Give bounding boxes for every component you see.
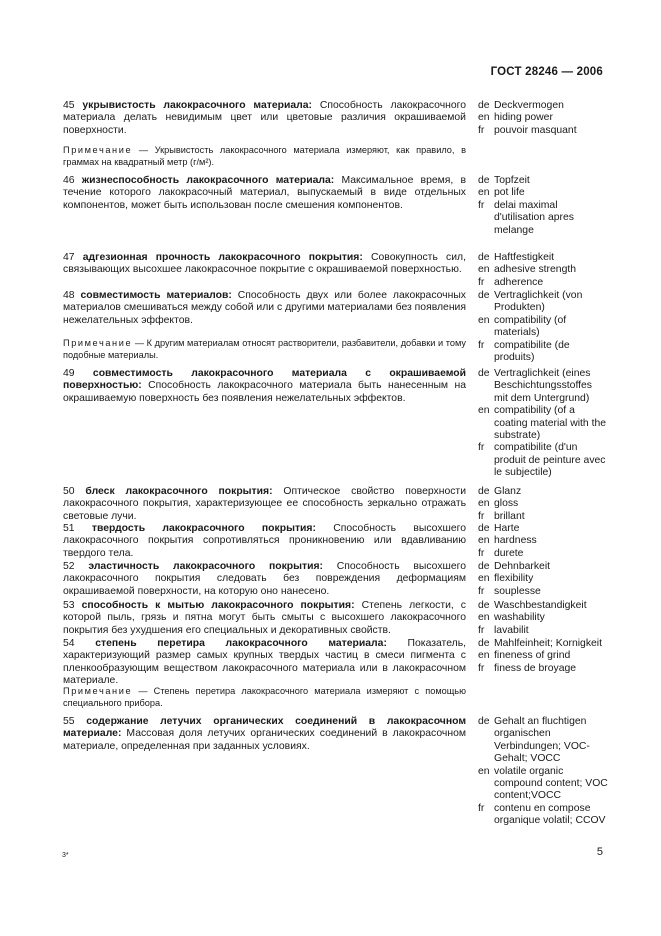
page-number: 5 bbox=[596, 846, 603, 858]
term-number: 54 bbox=[63, 638, 75, 649]
translated-term: Gehalt an fluchtigen organischen Verbindungen; VOC-Gehalt; VOCC bbox=[494, 716, 590, 765]
language-code: fr bbox=[478, 442, 485, 454]
language-code: en bbox=[478, 187, 490, 199]
language-code: de bbox=[478, 486, 490, 497]
translation-block bbox=[478, 638, 608, 675]
term-number: 48 bbox=[63, 290, 75, 301]
language-code: en bbox=[478, 264, 490, 276]
translated-term: compatibility (of materials) bbox=[494, 314, 567, 339]
translation-line bbox=[478, 252, 608, 264]
term-number: 51 bbox=[63, 523, 75, 534]
translation-line bbox=[478, 340, 608, 365]
term-entry bbox=[63, 100, 466, 137]
term-title: способность к мытью лакокрасочного покрытия: bbox=[81, 600, 355, 611]
translation-line bbox=[478, 290, 608, 315]
footer-mark: 3* bbox=[62, 852, 69, 859]
translation-block bbox=[478, 561, 608, 598]
translated-term: hardness bbox=[494, 535, 537, 547]
translation-block bbox=[478, 100, 608, 137]
term-entry bbox=[63, 638, 466, 688]
translated-term: compatibilite (d'un produit de peinture avec le subjectile) bbox=[494, 442, 606, 479]
language-code: de bbox=[478, 100, 490, 111]
translated-term: gloss bbox=[494, 498, 519, 510]
translation-line bbox=[478, 277, 608, 289]
translated-term: washability bbox=[494, 612, 545, 624]
translation-block bbox=[478, 523, 608, 560]
language-code: en bbox=[478, 405, 490, 417]
translation-line bbox=[478, 600, 608, 612]
translated-term: lavabilit bbox=[494, 624, 529, 636]
term-entry bbox=[63, 561, 466, 598]
note-text: — Укрывистость лакокрасочного материала измеряют, как правило, в граммах на квадратный метр (г/м²). bbox=[63, 145, 466, 167]
translation-line bbox=[478, 498, 608, 510]
translation-line bbox=[478, 442, 608, 479]
translated-term: Vertraglichkeit (eines Beschichtungsstoffes mit dem Untergrund) bbox=[494, 368, 593, 404]
translation-line bbox=[478, 663, 608, 675]
translation-block bbox=[478, 716, 608, 828]
note-text: — Степень перетира лакокрасочного материала измеряют с помощью специального прибора. bbox=[63, 686, 466, 708]
term-note bbox=[63, 145, 466, 168]
note-label: Примечание bbox=[63, 145, 133, 155]
term-definition: Способность лакокрасочного материала делать невидимым цвет или цветовые различия окрашиваемой поверхности. bbox=[63, 100, 467, 136]
term-number: 45 bbox=[63, 100, 75, 111]
translated-term: flexibility bbox=[494, 573, 534, 585]
language-code: en bbox=[478, 612, 490, 624]
translated-term: Glanz bbox=[494, 486, 522, 497]
translation-line bbox=[478, 573, 608, 585]
term-number: 46 bbox=[63, 175, 75, 186]
term-definition: Способность двух или более лакокрасочных материалов смешиваться между собой или с другими материалами без появления нежелательных эффектов. bbox=[63, 290, 466, 326]
translation-line bbox=[478, 511, 608, 523]
translation-line bbox=[478, 175, 608, 187]
translation-line bbox=[478, 638, 608, 650]
translation-line bbox=[478, 100, 608, 112]
translation-line bbox=[478, 625, 608, 637]
language-code: fr bbox=[478, 276, 485, 288]
term-title: содержание летучих органических соединений в лакокрасочном материале: bbox=[63, 716, 467, 740]
translation-block bbox=[478, 175, 608, 237]
language-code: en bbox=[478, 112, 490, 124]
term-number: 55 bbox=[63, 716, 75, 727]
term-entry bbox=[63, 290, 466, 327]
term-title: жизнеспособность лакокрасочного материала: bbox=[81, 175, 335, 186]
translation-block bbox=[478, 486, 608, 523]
language-code: fr bbox=[478, 662, 485, 674]
translation-line bbox=[478, 523, 608, 535]
translated-term: compatibilite (de produits) bbox=[494, 339, 570, 364]
language-code: de bbox=[478, 368, 490, 379]
term-definition: Способность лакокрасочного материала быть нанесенным на окрашиваемую поверхность без появления нежелательных эффектов. bbox=[63, 380, 466, 404]
translation-line bbox=[478, 315, 608, 340]
translation-line bbox=[478, 368, 608, 405]
translated-term: Vertraglichkeit (von Produkten) bbox=[494, 290, 583, 314]
translation-line bbox=[478, 112, 608, 124]
translated-term: delai maximal d'utilisation apres melange bbox=[494, 199, 574, 236]
language-code: fr bbox=[478, 124, 485, 136]
language-code: de bbox=[478, 638, 490, 649]
translated-term: Topfzeit bbox=[494, 175, 530, 186]
translated-term: pouvoir masquant bbox=[494, 124, 577, 136]
translation-line bbox=[478, 405, 608, 442]
translated-term: volatile organic compound content; VOC content;VOCC bbox=[494, 765, 608, 802]
term-definition: Степень легкости, с которой пыль, грязь и пятна могут быть смыты с высохшего лакокрасочного покрытия без ухудшения его специальных и декоративных свойств. bbox=[63, 600, 466, 636]
translated-term: Mahlfeinheit; Kornigkeit bbox=[494, 638, 603, 649]
translation-line bbox=[478, 716, 608, 766]
translated-term: Waschbestandigkeit bbox=[494, 600, 587, 611]
translation-line bbox=[478, 200, 608, 237]
translated-term: hiding power bbox=[494, 112, 553, 124]
translated-term: Haftfestigkeit bbox=[494, 252, 555, 263]
term-entry bbox=[63, 600, 466, 637]
document-header: ГОСТ 28246 — 2006 bbox=[490, 66, 603, 78]
term-title: укрывистость лакокрасочного материала: bbox=[82, 100, 312, 111]
translation-line bbox=[478, 535, 608, 547]
language-code: fr bbox=[478, 510, 485, 522]
translated-term: finess de broyage bbox=[494, 662, 577, 674]
term-entry bbox=[63, 252, 466, 277]
language-code: fr bbox=[478, 624, 485, 636]
translation-line bbox=[478, 486, 608, 498]
language-code: fr bbox=[478, 802, 485, 814]
language-code: de bbox=[478, 716, 490, 727]
term-definition: Показатель, характеризующий размер самых крупных твердых частиц в смеси пигмента с пленкообразующим веществом лакокрасочного материала или в лакокрасочном материале. bbox=[63, 638, 466, 687]
note-label: Примечание bbox=[63, 338, 133, 348]
translation-line bbox=[478, 125, 608, 137]
translation-line bbox=[478, 803, 608, 828]
translated-term: contenu en compose organique volatil; CCOV bbox=[494, 802, 606, 827]
term-title: совместимость лакокрасочного материала с окрашиваемой поверхностью: bbox=[63, 368, 467, 392]
translated-term: compatibility (of a coating material with the substrate) bbox=[494, 405, 607, 442]
language-code: de bbox=[478, 600, 490, 611]
term-title: степень перетира лакокрасочного материала: bbox=[95, 638, 387, 649]
language-code: en bbox=[478, 765, 490, 777]
translated-term: adherence bbox=[494, 276, 544, 288]
translated-term: brillant bbox=[494, 510, 525, 522]
term-number: 47 bbox=[63, 252, 75, 263]
language-code: de bbox=[478, 175, 490, 186]
translation-block bbox=[478, 368, 608, 480]
term-title: твердость лакокрасочного покрытия: bbox=[91, 523, 316, 534]
term-number: 53 bbox=[63, 600, 75, 611]
translation-block bbox=[478, 290, 608, 364]
term-entry bbox=[63, 486, 466, 523]
term-entry bbox=[63, 523, 466, 560]
term-entry bbox=[63, 716, 466, 753]
term-entry bbox=[63, 175, 466, 212]
translation-line bbox=[478, 766, 608, 803]
term-title: блеск лакокрасочного покрытия: bbox=[85, 486, 273, 497]
term-number: 52 bbox=[63, 561, 75, 572]
language-code: en bbox=[478, 535, 490, 547]
language-code: en bbox=[478, 573, 490, 585]
term-definition: Оптическое свойство поверхности лакокрасочного покрытия, характеризующее ее способность зеркально отражать световые лучи. bbox=[63, 486, 466, 522]
translation-line bbox=[478, 548, 608, 560]
translated-term: pot life bbox=[494, 187, 525, 199]
language-code: en bbox=[478, 498, 490, 510]
language-code: de bbox=[478, 523, 490, 534]
translation-line bbox=[478, 586, 608, 598]
term-title: эластичность лакокрасочного покрытия: bbox=[88, 561, 323, 572]
language-code: de bbox=[478, 290, 490, 301]
language-code: de bbox=[478, 252, 490, 263]
translation-block bbox=[478, 600, 608, 637]
translated-term: Deckvermogen bbox=[494, 100, 564, 111]
term-definition: Способность высохшего лакокрасочного покрытия сопротивляться проникновению или вдавливанию твердого тела. bbox=[63, 523, 466, 559]
language-code: fr bbox=[478, 339, 485, 351]
translation-line bbox=[478, 650, 608, 662]
term-number: 49 bbox=[63, 368, 75, 379]
translated-term: adhesive strength bbox=[494, 264, 577, 276]
note-text: — К другим материалам относят растворители, разбавители, добавки и тому подобные материалы. bbox=[63, 338, 466, 360]
term-note bbox=[63, 338, 466, 361]
translated-term: fineness of grind bbox=[494, 650, 571, 662]
term-entry bbox=[63, 368, 466, 405]
note-label: Примечание bbox=[63, 686, 133, 696]
translation-line bbox=[478, 612, 608, 624]
translated-term: durete bbox=[494, 547, 524, 559]
term-number: 50 bbox=[63, 486, 75, 497]
translated-term: Harte bbox=[494, 523, 520, 534]
term-title: совместимость материалов: bbox=[80, 290, 232, 301]
language-code: en bbox=[478, 314, 490, 326]
term-title: адгезионная прочность лакокрасочного покрытия: bbox=[82, 252, 363, 263]
language-code: fr bbox=[478, 199, 485, 211]
language-code: en bbox=[478, 650, 490, 662]
term-definition: Способность высохшего лакокрасочного покрытия следовать без повреждения деформациям окрашиваемой поверхности, на которую оно нанесено. bbox=[63, 561, 466, 597]
term-definition: Массовая доля летучих органических соединений в лакокрасочном материале, определенная при заданных условиях. bbox=[63, 728, 466, 752]
translated-term: Dehnbarkeit bbox=[494, 561, 551, 572]
language-code: de bbox=[478, 561, 490, 572]
language-code: fr bbox=[478, 547, 485, 559]
translation-line bbox=[478, 187, 608, 199]
term-definition: Совокупность сил, связывающих высохшее лакокрасочное покрытие с окрашиваемой поверхностью. bbox=[63, 252, 466, 276]
translation-block bbox=[478, 252, 608, 289]
term-note bbox=[63, 686, 466, 709]
term-definition: Максимальное время, в течение которого лакокрасочный материал, выпускаемый в виде отдельных компонентов, может быть использован после смешения компонентов. bbox=[63, 175, 467, 211]
translation-line bbox=[478, 561, 608, 573]
translated-term: souplesse bbox=[494, 585, 541, 597]
language-code: fr bbox=[478, 585, 485, 597]
translation-line bbox=[478, 264, 608, 276]
